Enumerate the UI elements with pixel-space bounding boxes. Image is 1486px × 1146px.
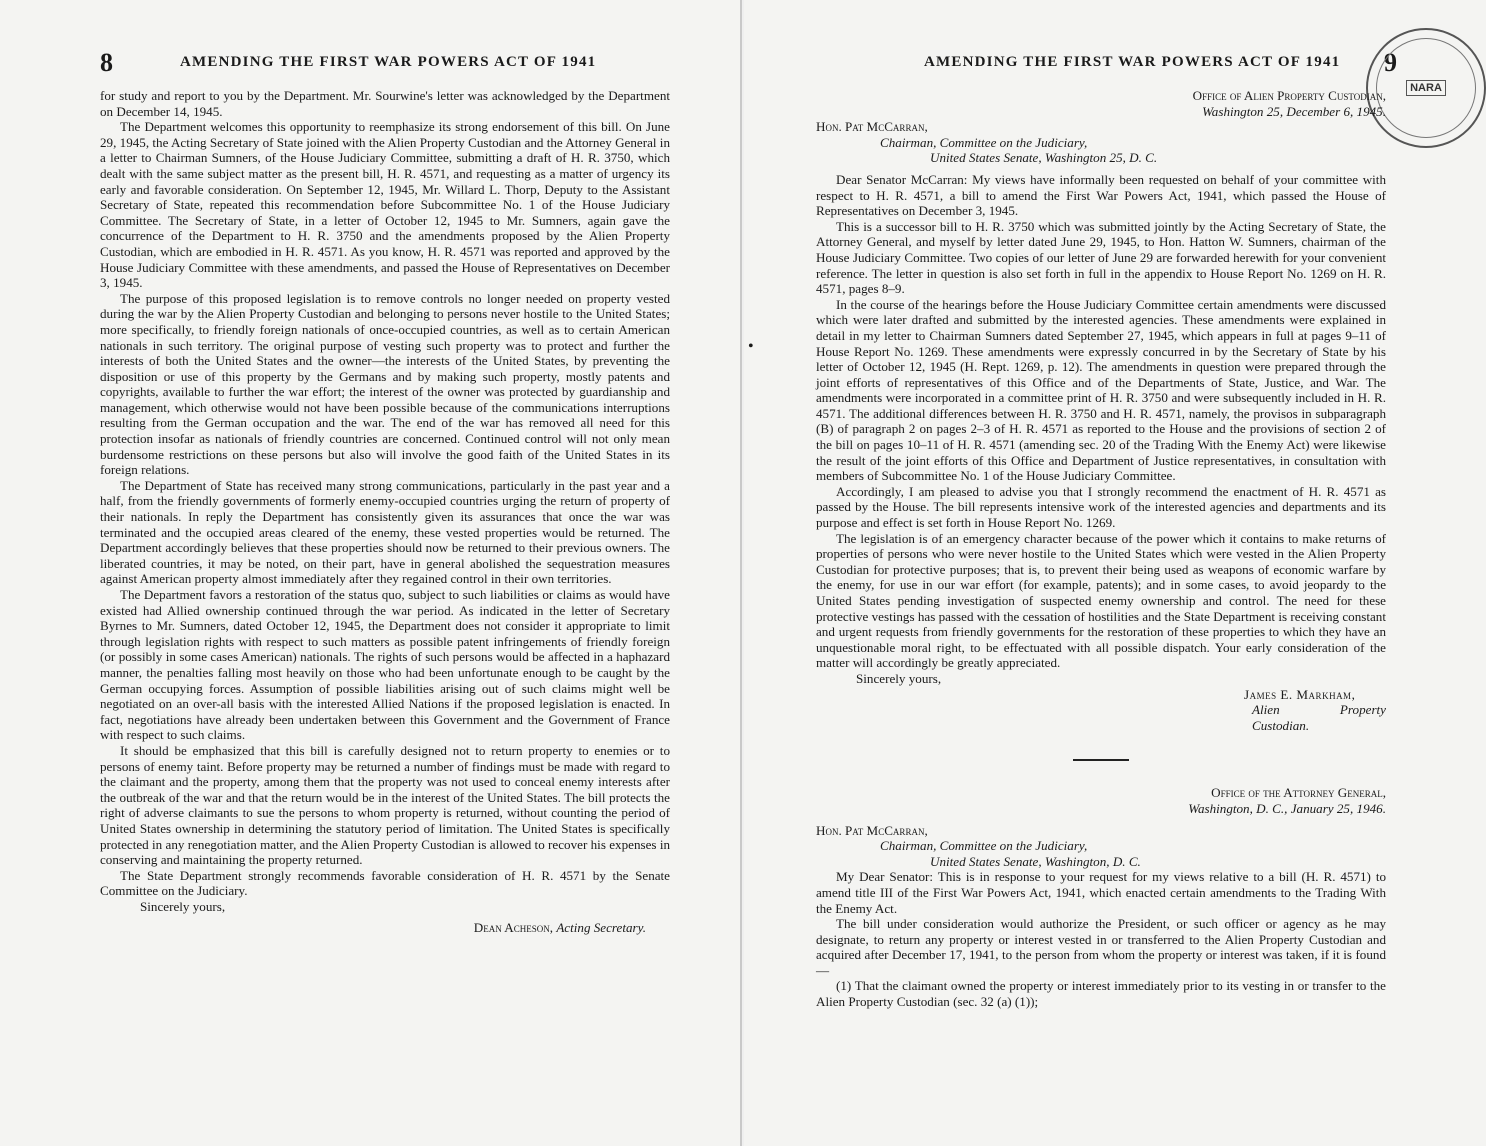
signature-name: Dean Acheson, [473, 920, 554, 936]
page-number: 8 [100, 48, 113, 77]
signature [100, 920, 670, 936]
signature [816, 687, 1386, 734]
paragraph: This is a successor bill to H. R. 3750 which was submitted jointly by the Acting Secretary of State, the Attorney General, and myself by letter dated June 29, 1945, to Hon. Hatton W. Sumners, chairman of the House Judiciary Committee. Two copies of our letter of June 29 are forwarded herewith for your convenient reference. The letter in question is also set forth in full in the appendix to House Report No. 1269 on H. R. 4571, pages 8–9. [816, 218, 1386, 297]
paragraph: for study and report to you by the Department. Mr. Sourwine's letter was acknowledged by the Department on December 14, 1945. [100, 88, 670, 119]
signature-title: Acting Secretary. [556, 920, 646, 936]
paragraph: Accordingly, I am pleased to advise you that I strongly recommend the enactment of H. R. 4571 as passed by the House. The bill represents intensive work of the interested agencies and departments and its purpose and effect is set forth in House Report No. 1269. [816, 483, 1386, 531]
paragraph: The legislation is of an emergency character because of the power which it contains to make returns of properties of persons who were never hostile to the United States which were vested in the Alien Property Custodian for protective purposes; that is, to prevent their being used as weapons of economic warfare by the enemy, for use in our war effort (for example, patents); and in some cases, to avoid jeopardy to the United States pending investigation of suspected enemy ownership and control. The need for these protective vestings has passed with the cessation of hostilities and the State Department is receiving constant and urgent requests from friendly governments for the restoration of these properties to which they have an unquestionable moral right, to be effectuated with all possible dispatch. Your early consideration of the matter will accordingly be greatly appreciated. [816, 530, 1386, 671]
addressee-location: United States Senate, Washington, D. C. [930, 853, 1141, 869]
paragraph: In the course of the hearings before the House Judiciary Committee certain amendments were discussed which were later drafted and submitted by the interested agencies. These amendments were explained in detail in my letter to Chairman Sumners dated September 27, 1945, which appears in full at pages 9–11 of House Report No. 1269. These amendments were expressly concurred in by the Secretary of State by his letter of October 12, 1945 (H. Rept. 1269, p. 12). The amendments in question were prepared through the joint efforts of representatives of this Office and of the Departments of State, Justice, and War. The amendments were incorporated in a committee print of H. R. 3750 and were subsequently included in H. R. 4571. The additional differences between H. R. 3750 and H. R. 4571, namely, the provisos in subparagraph (B) of paragraph 2 on pages 2–3 of H. R. 4571 as reported to the House and the provisions of section 2 of the bill on pages 10–11 of H. R. 4571 (amending sec. 20 of the Trading With the Enemy Act) were likewise the result of the joint efforts of this Office and Department of Justice representatives, in consultation with members of Subcommittee No. 1 of the House Judiciary Committee. [816, 296, 1386, 484]
page-body [100, 88, 670, 936]
letterhead [816, 785, 1386, 816]
paragraph: The Department of State has received many strong communications, particularly in the past year and a half, from the friendly governments of formerly enemy-occupied countries urging the return of property of their nationals. In reply the Department has consistently given its assurances that once the war was terminated and the occupied areas cleared of the enemy, these vested properties would be returned. The Department accordingly believes that these properties should now be returned to their previous owners. The liberated countries, it may be noted, on their part, have in general abolished the sequestration measures against American property almost immediately after they regained control in their own territories. [100, 477, 670, 587]
paragraph: The bill under consideration would authorize the President, or such officer or agency as he may designate, to return any property or interest vested in or transferred to the Alien Property Custodian and acquired after December 17, 1941, to the person from whom the property or interest was taken, if it is found— [816, 916, 1386, 978]
paragraph: My Dear Senator: This is in response to your request for my views relative to a bill (H. R. 4571) to amend title III of the First War Powers Act, 1941, which enacted certain amendments to the Trading With the Enemy Act. [816, 869, 1386, 916]
addressee-title: Chairman, Committee on the Judiciary, [880, 838, 1088, 854]
paragraph: Dear Senator McCarran: My views have informally been requested on behalf of your committee with respect to H. R. 4571, a bill to amend the First War Powers Act, 1941, which passed the House of Representatives on December 3, 1945. [816, 171, 1386, 219]
place-date: Washington, D. C., January 25, 1946. [1188, 800, 1386, 816]
paragraph: (1) That the claimant owned the property or interest immediately prior to its vesting in or transfer to the Alien Property Custodian (sec. 32 (a) (1)); [816, 978, 1386, 1010]
running-header: AMENDING THE FIRST WAR POWERS ACT OF 1941 [180, 54, 597, 70]
closing: Sincerely yours, [856, 670, 942, 686]
paragraph: The purpose of this proposed legislation is to remove controls no longer needed on property vested during the war by the Alien Property Custodian and belonging to persons never hostile to the United States; more specifically, to friendly foreign nationals of once-occupied countries, as well as to certain American nationals in such territory. The original purpose of vesting such property was to protect and further the interests of both the United States and the owner—the interests of the United States, by preventing the disposition or use of this property by the Germans and by making such property, mostly patents and copyrights, available to further the war effort; the interest of the owner was protected by guardianship and management, which otherwise would not have been possible because of the communications interruptions resulting from the German occupation and the war. The end of the war has removed all need for this protection insofar as nationals of friendly countries are concerned. Continued control will not only mean burdensome restrictions on these persons but also will involve the good faith of the United States in its foreign relations. [100, 290, 670, 478]
paragraph: The Department favors a restoration of the status quo, subject to such liabilities or claims as would have existed had Allied ownership continued through the war period. As indicated in the letter of Secretary Byrnes to Mr. Sumners, dated October 12, 1945, the Department does not consider it appropriate to limit through legislation rights with respect to such matters as possible patent infringements of friendly foreign (or possibly in some cases American) nationals. The rights of such persons would be affected in a haphazard manner, the penalties falling most heavily on those who had been unfortunate enough to be caught by the German occupying forces. Assumption of possible liabilities arising out of such claims might well be negotiated on an over-all basis with the interested Allied Nations if the proposed legislation is enacted. In fact, negotiations have already been undertaken between this Government and the Government of France with respect to such claims. [100, 587, 670, 743]
office-name: Office of Alien Property Custodian, [1192, 88, 1386, 103]
addressee-block [816, 823, 1386, 870]
place-date: Washington 25, December 6, 1945. [1202, 103, 1386, 119]
paragraph: The State Department strongly recommends favorable consideration of H. R. 4571 by the Senate Committee on the Judiciary. [100, 867, 670, 899]
addressee-title: Chairman, Committee on the Judiciary, [880, 134, 1088, 150]
letterhead [816, 88, 1386, 119]
paragraph: It should be emphasized that this bill is carefully designed not to return property to enemies or to persons of enemy taint. Before property may be returned a number of findings must be made with regard to the claimant and the property, among them that the property was not used to conceal enemy interests after the outbreak of the war and that the return would be in the interest of the United States. The bill protects the right of adverse claimants to sue the persons to whom property is returned, without counting the period of United States ownership in determining the statutory period of limitation. The United States is specifically protected in any renegotiation matter, and the Alien Property Custodian is allowed to recover his expenses in conserving and maintaining the property returned. [100, 742, 670, 868]
right-page [744, 0, 1486, 1146]
page-number: 9 [1384, 48, 1397, 77]
section-divider [1073, 759, 1129, 761]
addressee-location: United States Senate, Washington 25, D. C. [930, 150, 1158, 166]
signature-title: Alien Property Custodian. [1252, 702, 1386, 733]
gutter-mark: • [748, 338, 754, 355]
stamp-text: NARA [1406, 80, 1446, 96]
office-name: Office of the Attorney General, [1211, 785, 1386, 801]
addressee: Hon. Pat McCarran, [816, 822, 928, 838]
closing: Sincerely yours, [140, 898, 226, 914]
addressee-block [816, 119, 1386, 166]
left-page [0, 0, 742, 1146]
signature-name: James E. Markham, [1244, 686, 1356, 702]
addressee: Hon. Pat McCarran, [816, 119, 928, 135]
running-header: AMENDING THE FIRST WAR POWERS ACT OF 1941 [924, 54, 1341, 70]
page-body [816, 88, 1386, 1010]
paragraph: The Department welcomes this opportunity to reemphasize its strong endorsement of this bill. On June 29, 1945, the Acting Secretary of State joined with the Alien Property Custodian and the Attorney General in a letter to Chairman Sumners, of the House Judiciary Committee, submitting a draft of H. R. 3750, which dealt with the same subject matter as the present bill, H. R. 4571, and requesting as a matter of urgency its early and favorable consideration. On September 12, 1945, Mr. Willard L. Thorp, Deputy to the Assistant Secretary of State, repeated this recommendation before Subcommittee No. 1 of the House Judiciary Committee. The Secretary of State, in a letter of October 12, 1945 to Mr. Sumners, again gave the concurrence of the Department to H. R. 3750 and the amendments proposed by the Alien Property Custodian, which are embodied in H. R. 4571. As you know, H. R. 4571 was reported and approved by the House Judiciary Committee with these amendments, and passed the House of Representatives on December 3, 1945. [100, 119, 670, 291]
